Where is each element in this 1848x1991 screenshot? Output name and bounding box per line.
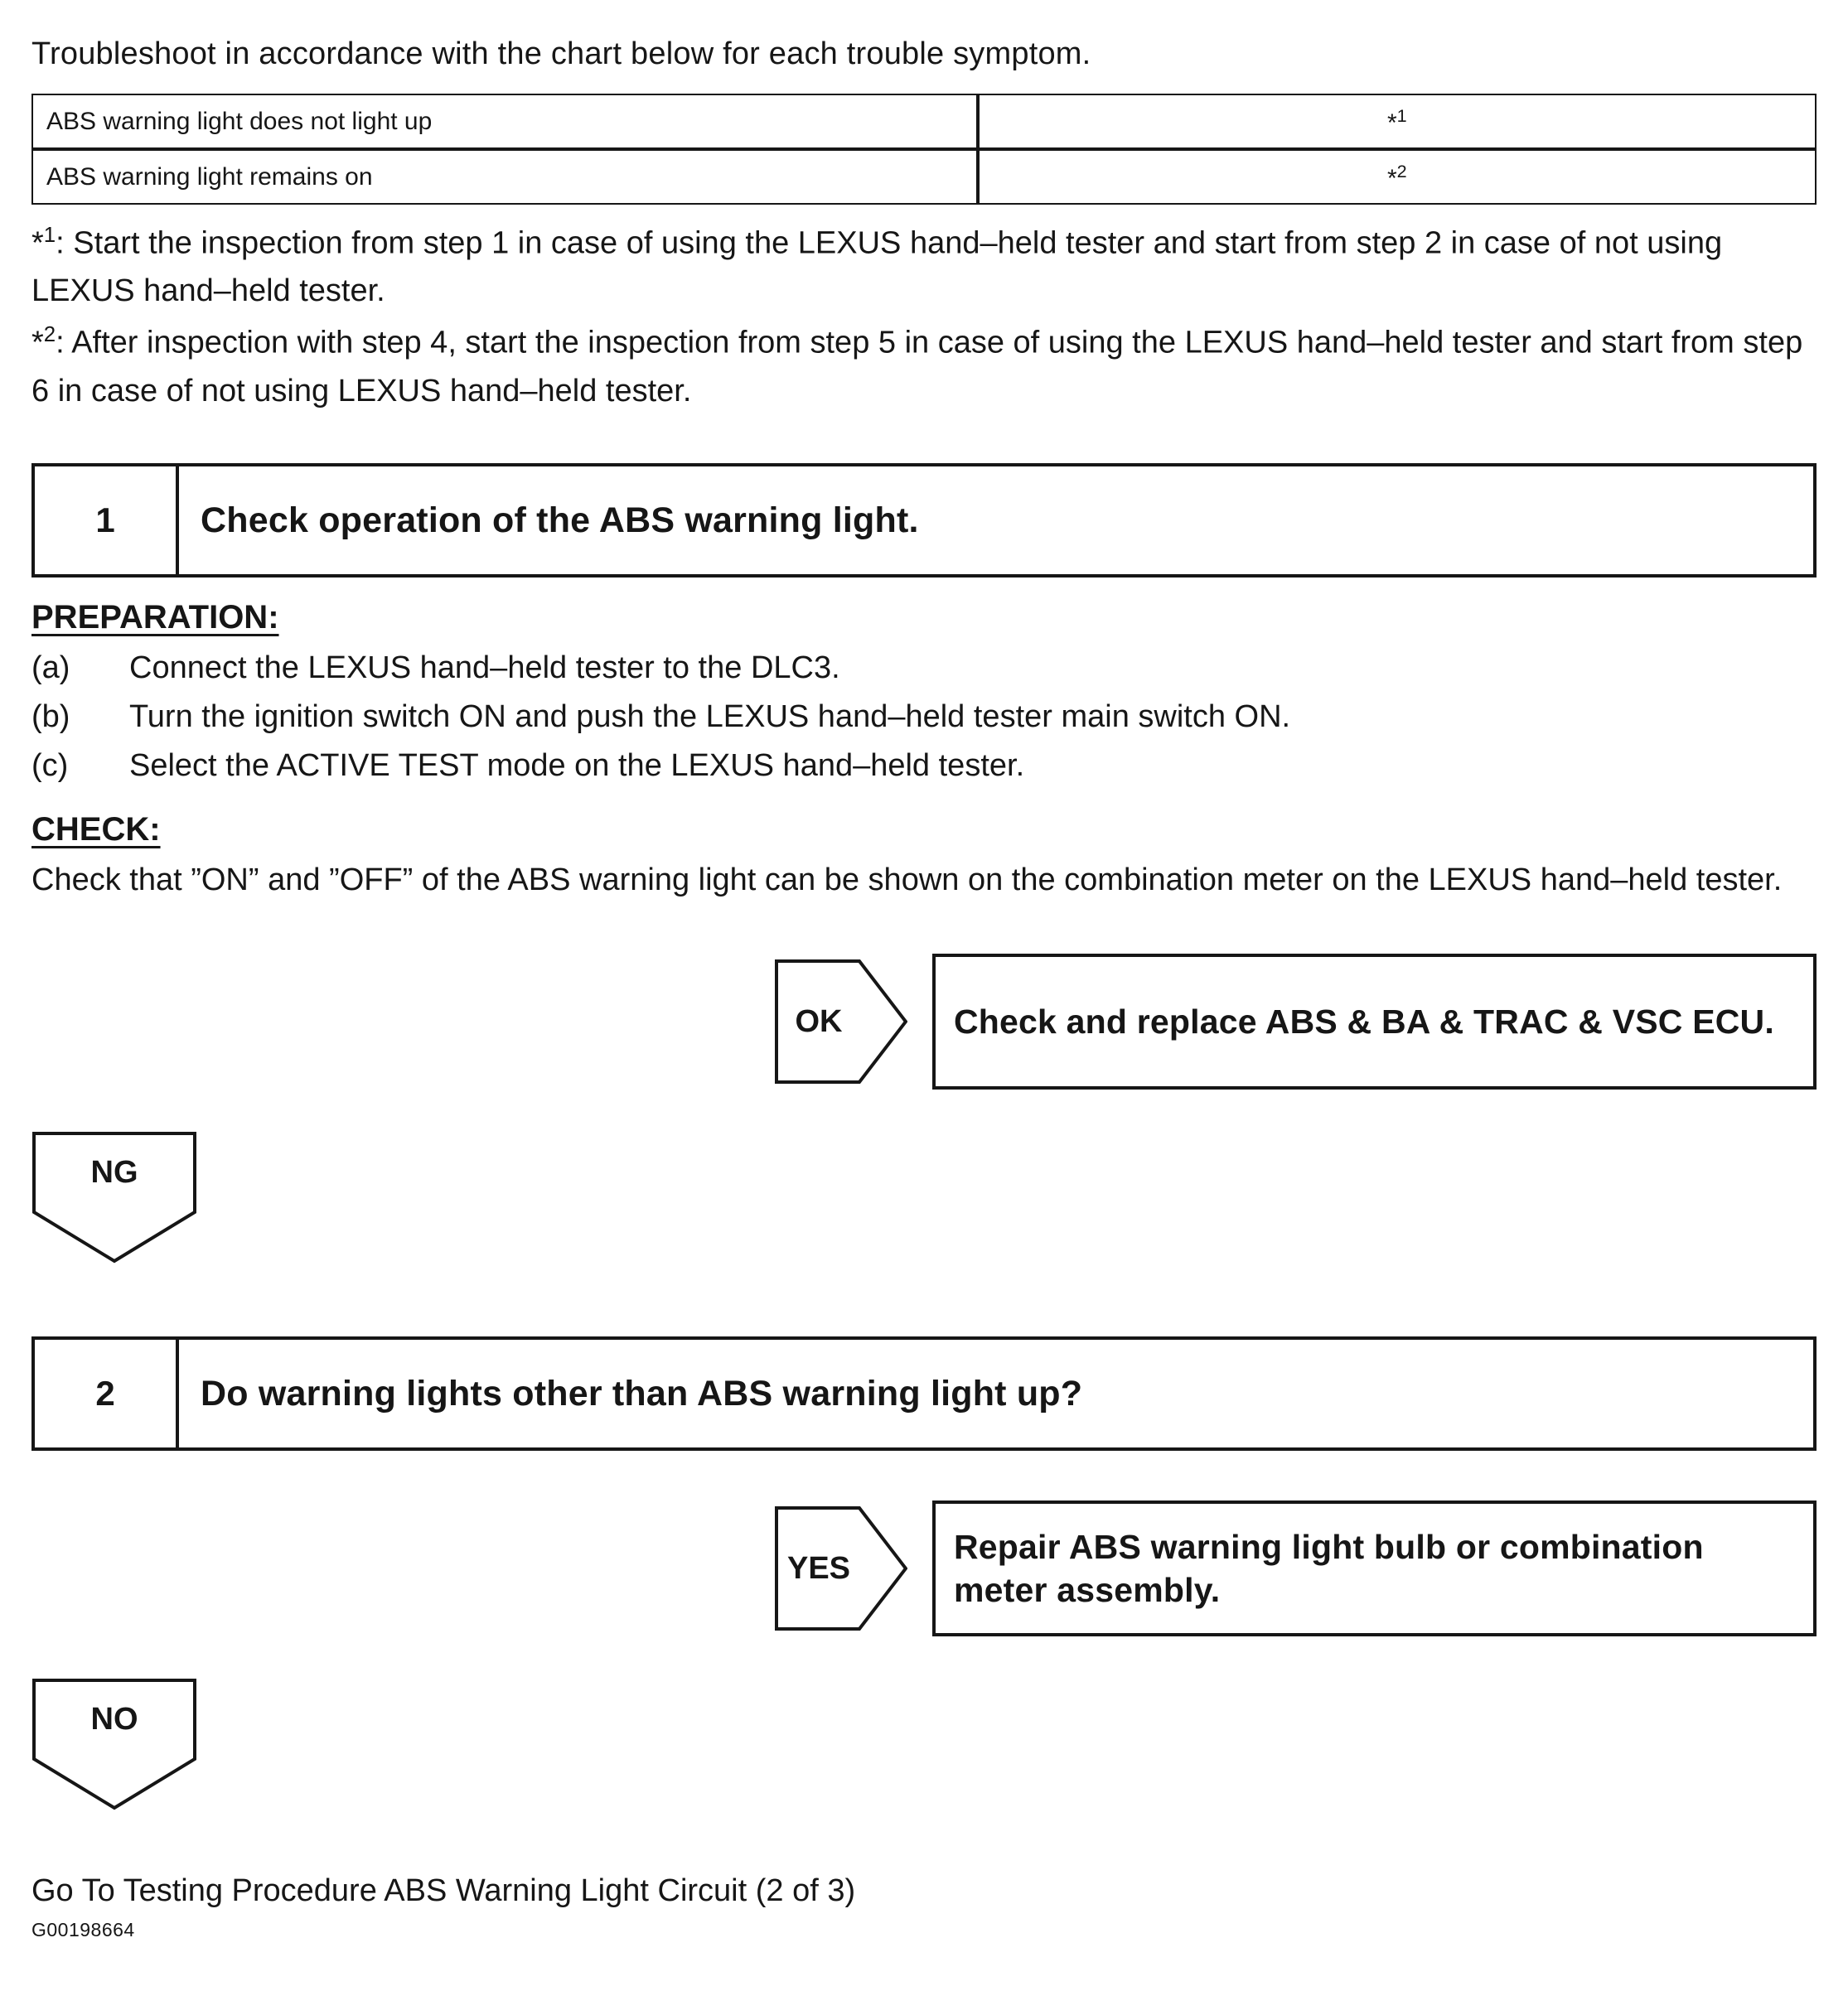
footnote-1 [31,220,1817,316]
yes-arrow-shape [775,1506,907,1631]
list-item-id: (a) [31,650,70,686]
asterisk: * [31,225,44,261]
footnote-text: : Start the inspection from step 1 in case of using the LEXUS hand–held tester and start from step 2 in case of not using LEXUS hand–held tester. [31,225,1723,309]
ok-label: OK [795,1003,843,1039]
step-number: 1 [35,466,179,574]
no-label: NO [90,1701,138,1737]
check-text: Check that ”ON” and ”OFF” of the ABS warning light can be shown on the combination meter on the LEXUS hand–held tester. [31,863,1783,898]
ng-label: NG [90,1154,138,1190]
step-number: 2 [35,1340,179,1447]
symptom-table-row [31,149,1817,205]
ok-action-box: Check and replace ABS & BA & TRAC & VSC ECU. [932,954,1817,1090]
symptom-cell: ABS warning light remains on [31,149,978,205]
list-item [31,645,1817,692]
step-title: Check operation of the ABS warning light. [201,500,919,540]
step-2-header [31,1336,1817,1451]
list-item [31,693,1817,741]
footnote-text: : After inspection with step 4, start the inspection from step 5 in case of using the LEXUS hand–held tester and start from step 6 in case of not using LEXUS hand–held tester. [31,325,1803,408]
asterisk: * [1386,165,1397,192]
step-title: Do warning lights other than ABS warning light up? [201,1373,1083,1414]
preparation-label: PREPARATION: [31,599,279,636]
symptom-table [31,94,1817,205]
footnote-number: 2 [43,323,56,347]
no-connector-shape [31,1678,197,1810]
preparation-list [31,645,1817,790]
list-item-text: Select the ACTIVE TEST mode on the LEXUS hand–held tester. [129,748,1025,784]
figure-id: G00198664 [31,1919,135,1941]
yes-action-box: Repair ABS warning light bulb or combination meter assembly. [932,1500,1817,1636]
symptom-table-row [31,94,1817,149]
step-1-header [31,463,1817,577]
ok-branch-row [775,954,1817,1090]
go-to-procedure-text: Go To Testing Procedure ABS Warning Light Circuit (2 of 3) [31,1873,856,1909]
check-label: CHECK: [31,811,161,848]
list-item-text: Connect the LEXUS hand–held tester to the DLC3. [129,650,840,686]
footnote-ref-cell [978,149,1817,205]
footnote-2 [31,319,1817,415]
footnote-ref-cell [978,94,1817,149]
list-item-id: (b) [31,699,70,735]
symptom-cell: ABS warning light does not light up [31,94,978,149]
list-item-text: Turn the ignition switch ON and push the LEXUS hand–held tester main switch ON. [129,699,1291,735]
intro-text: Troubleshoot in accordance with the chart below for each trouble symptom. [31,36,1091,71]
ok-arrow-shape [775,959,907,1084]
footnote-ref-number: 1 [1396,105,1407,126]
footnote-ref-number: 2 [1396,161,1407,181]
ng-connector-shape [31,1131,197,1264]
yes-branch-row [775,1500,1817,1636]
asterisk: * [31,325,44,360]
list-item-id: (c) [31,748,69,784]
yes-label: YES [786,1550,851,1586]
footnote-number: 1 [43,224,56,247]
asterisk: * [1386,109,1397,137]
list-item [31,742,1817,790]
spacer [31,1264,1817,1288]
